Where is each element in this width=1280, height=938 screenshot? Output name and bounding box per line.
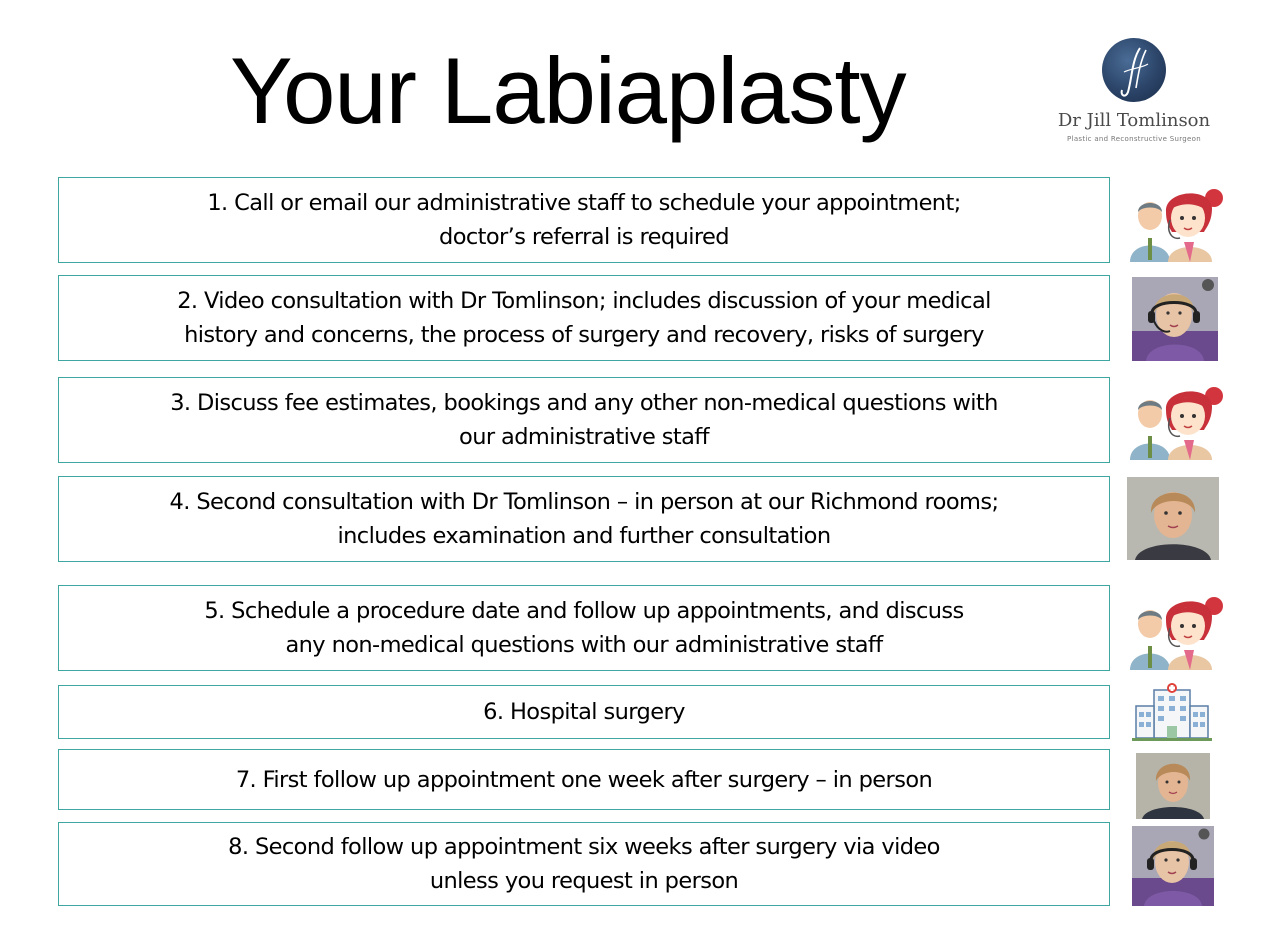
video-call-photo [1132,277,1218,361]
step-box [58,177,1110,263]
step-box [58,377,1110,463]
step-text: 2. Video consultation with Dr Tomlinson; includes discussion of your medical history and concerns, the process of surgery and recovery, risks of surgery [177,288,991,348]
step-text: 7. First follow up appointment one week after surgery – in person [235,766,933,793]
step-box [58,749,1110,810]
step-text: 6. Hospital surgery [483,699,685,725]
step-box [58,275,1110,361]
logo-name: Dr Jill Tomlinson [1057,110,1211,131]
page-title: Your Labiaplasty [230,38,906,143]
receptionist-icon [1128,590,1224,670]
receptionist-icon [1128,380,1224,460]
step-text: 1. Call or email our administrative staff to schedule your appointment; doctor’s referral is required [207,190,961,250]
logo-subtitle: Plastic and Reconstructive Surgeon [1067,135,1201,143]
doctor-photo [1136,753,1210,819]
doctor-photo [1127,477,1219,560]
step-box [58,585,1110,671]
step-text: 4. Second consultation with Dr Tomlinson – in person at our Richmond rooms; includes examination and further consultation [169,489,999,549]
step-text: 8. Second follow up appointment six weeks after surgery via video unless you request in person [228,834,940,894]
receptionist-icon [1128,182,1224,262]
clinic-logo [1046,38,1222,150]
video-call-photo [1132,826,1214,906]
hospital-icon [1132,682,1212,744]
step-text: 5. Schedule a procedure date and follow up appointments, and discuss any non-medical questions with our administrative staff [204,598,964,658]
step-box [58,822,1110,906]
step-box [58,685,1110,739]
step-text: 3. Discuss fee estimates, bookings and any other non-medical questions with our administrative staff [170,390,998,450]
logo-emblem-icon [1102,38,1166,102]
step-box [58,476,1110,562]
